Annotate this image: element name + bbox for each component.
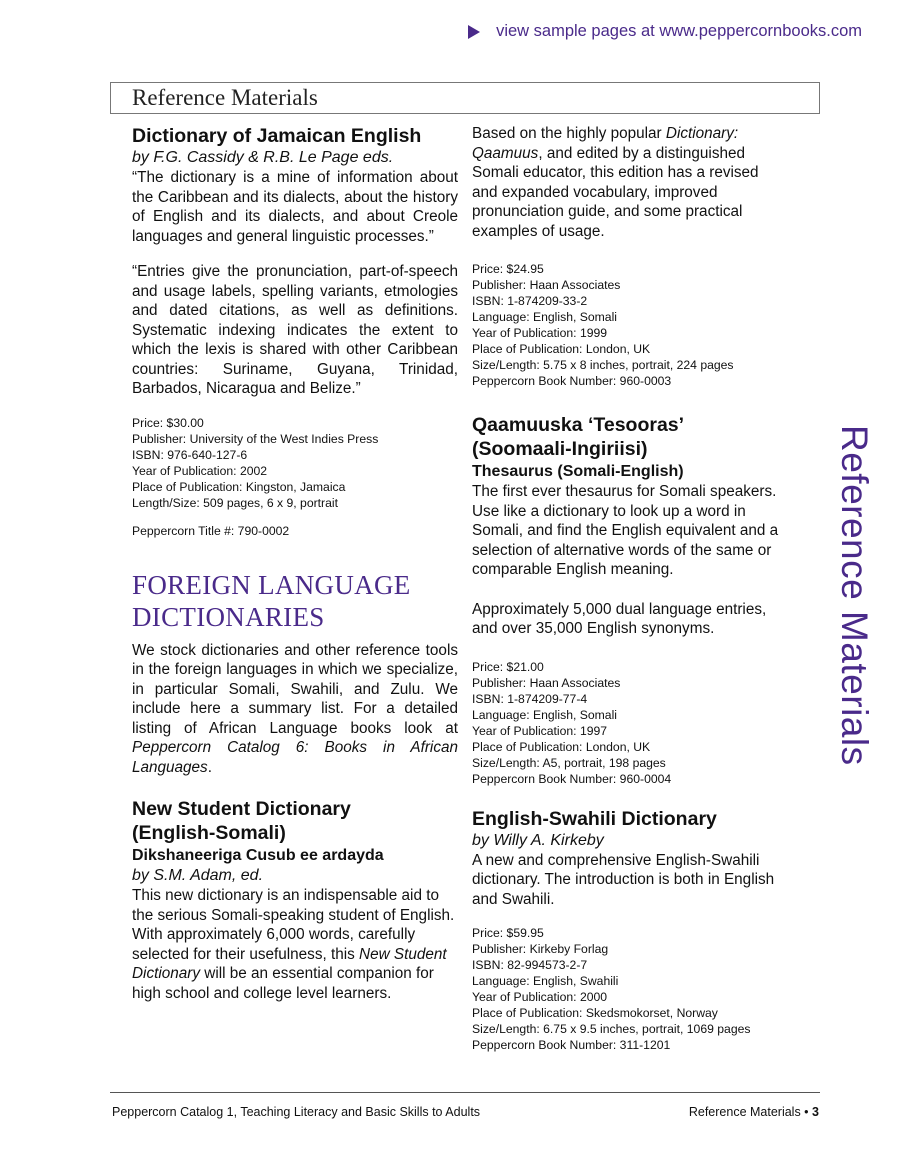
left-column: [132, 124, 458, 1003]
new-student-title-line-1: New Student Dictionary: [132, 798, 351, 820]
tesooras-detail-line: Year of Publication: 1997: [472, 723, 608, 738]
tesooras-detail-line: Peppercorn Book Number: 960-0004: [472, 771, 672, 786]
qaamuus-detail-line: Language: English, Somali: [472, 310, 617, 324]
qaamuus-detail-line: Peppercorn Book Number: 960-0003: [472, 374, 672, 388]
tesooras-description-1: The first ever thesaurus for Somali speakers. Use like a dictionary to look up a word in Somali, and find the English equivalent and a selection of alternative words of the same or comparable English meaning.: [472, 483, 779, 578]
sample-pages-link-text[interactable]: view sample pages at www.peppercornbooks.com: [496, 22, 862, 40]
tesooras-title-line-1: Qaamuuska ‘Tesooras’: [472, 414, 685, 436]
new-student-description: This new dictionary is an indispensable aid to the serious Somali-speaking student of English. With approximately 6,000 words, carefully selected for their usefulness, this New Student Dictionary will be an essential companion for high school and college level learners.: [132, 887, 455, 1002]
section-header-title: Reference Materials: [132, 85, 318, 110]
footer-catalog-title: Peppercorn Catalog 1, Teaching Literacy and Basic Skills to Adults: [112, 1105, 481, 1119]
tesooras-description-2: Approximately 5,000 dual language entries, and over 35,000 English synonyms.: [472, 600, 767, 637]
qaamuus-detail-line: Size/Length: 5.75 x 8 inches, portrait, 224 pages: [472, 358, 734, 372]
swahili-detail-line: Price: $59.95: [472, 926, 544, 940]
jamaican-title-number: Peppercorn Title #: 790-0002: [132, 523, 290, 538]
sample-pages-link[interactable]: [468, 22, 862, 41]
footer-divider: [110, 1092, 820, 1093]
jamaican-detail-line: Place of Publication: Kingston, Jamaica: [132, 479, 346, 494]
tesooras-subtitle: Thesaurus (Somali-English): [472, 463, 684, 480]
jamaican-author: by F.G. Cassidy & R.B. Le Page eds.: [132, 149, 394, 166]
tesooras-detail-line: Price: $21.00: [472, 659, 544, 674]
jamaican-title: Dictionary of Jamaican English: [132, 125, 422, 147]
new-student-subtitle: Dikshaneeriga Cusub ee ardayda: [132, 847, 384, 864]
swahili-detail-line: Size/Length: 6.75 x 9.5 inches, portrait, 1069 pages: [472, 1022, 751, 1036]
swahili-detail-line: Language: English, Swahili: [472, 974, 619, 988]
play-arrow-icon: [468, 25, 480, 39]
foreign-heading-line-2: DICTIONARIES: [132, 601, 325, 632]
tesooras-detail-line: Size/Length: A5, portrait, 198 pages: [472, 755, 666, 770]
new-student-author: by S.M. Adam, ed.: [132, 867, 264, 884]
qaamuus-detail-line: Place of Publication: London, UK: [472, 342, 651, 356]
foreign-heading-line-1: FOREIGN LANGUAGE: [132, 569, 411, 600]
page-number: 3: [812, 1105, 819, 1119]
jamaican-detail-line: Publisher: University of the West Indies Press: [132, 431, 379, 446]
footer-page-label: Reference Materials • 3: [688, 1105, 819, 1119]
tesooras-detail-line: ISBN: 1-874209-77-4: [472, 691, 588, 706]
tesooras-details: [472, 659, 784, 787]
jamaican-detail-line: ISBN: 976-640-127-6: [132, 447, 248, 462]
tesooras-detail-line: Language: English, Somali: [472, 707, 617, 722]
qaamuus-details: [472, 261, 784, 389]
foreign-intro: We stock dictionaries and other reference tools in the foreign languages in which we specialize, in particular Somali, Swahili, and Zulu. We include here a summary list. For a detailed listing of African Language books look at Peppercorn Catalog 6: Books in African Languages.: [132, 641, 458, 776]
swahili-description: A new and comprehensive English-Swahili dictionary. The introduction is both in English and Swahili.: [472, 851, 775, 908]
qaamuus-detail-line: ISBN: 1-874209-33-2: [472, 294, 588, 308]
qaamuus-detail-line: Publisher: Haan Associates: [472, 278, 621, 292]
qaamuus-detail-line: Year of Publication: 1999: [472, 326, 608, 340]
qaamuus-description: Based on the highly popular Dictionary: Qaamuus, and edited by a distinguished Somali educator, this edition has a revised and expanded vocabulary, improved pronunciation guide, and some practical examples of usage.: [472, 125, 759, 240]
swahili-details: [472, 925, 784, 1053]
tesooras-detail-line: Publisher: Haan Associates: [472, 675, 621, 690]
swahili-title: English-Swahili Dictionary: [472, 807, 717, 830]
tesooras-title-line-2: (Soomaali-Ingiriisi): [472, 438, 648, 460]
jamaican-quote-2: “Entries give the pronunciation, part-of-speech and usage labels, spelling variants, etmologies and dated citations, as well as definitions. Systematic indexing indicates the extent to which the lexis is shared with other Caribbean countries: Suriname, Guyana, Trinidad, Barbados, Nicaragua and Belize.”: [132, 263, 458, 397]
swahili-detail-line: Place of Publication: Skedsmokorset, Norway: [472, 1006, 718, 1020]
jamaican-quote-1: “The dictionary is a mine of information about the Caribbean and its dialects, about the history of English and its dialects, and about Creole languages and general linguistic processes.”: [132, 169, 458, 245]
right-column: [472, 124, 784, 1053]
jamaican-detail-line: Length/Size: 509 pages, 6 x 9, portrait: [132, 495, 338, 510]
swahili-detail-line: Peppercorn Book Number: 311-1201: [472, 1038, 671, 1052]
jamaican-detail-line: Price: $30.00: [132, 415, 204, 430]
qaamuus-detail-line: Price: $24.95: [472, 262, 544, 276]
swahili-detail-line: Publisher: Kirkeby Forlag: [472, 942, 609, 956]
swahili-detail-line: Year of Publication: 2000: [472, 990, 608, 1004]
jamaican-detail-line: Year of Publication: 2002: [132, 463, 268, 478]
swahili-author: by Willy A. Kirkeby: [472, 831, 604, 849]
side-section-tab: Reference Materials: [834, 425, 875, 766]
section-header: [110, 82, 820, 114]
jamaican-details: [132, 415, 458, 511]
tesooras-detail-line: Place of Publication: London, UK: [472, 739, 651, 754]
new-student-title-line-2: (English-Somali): [132, 822, 286, 844]
swahili-detail-line: ISBN: 82-994573-2-7: [472, 958, 588, 972]
